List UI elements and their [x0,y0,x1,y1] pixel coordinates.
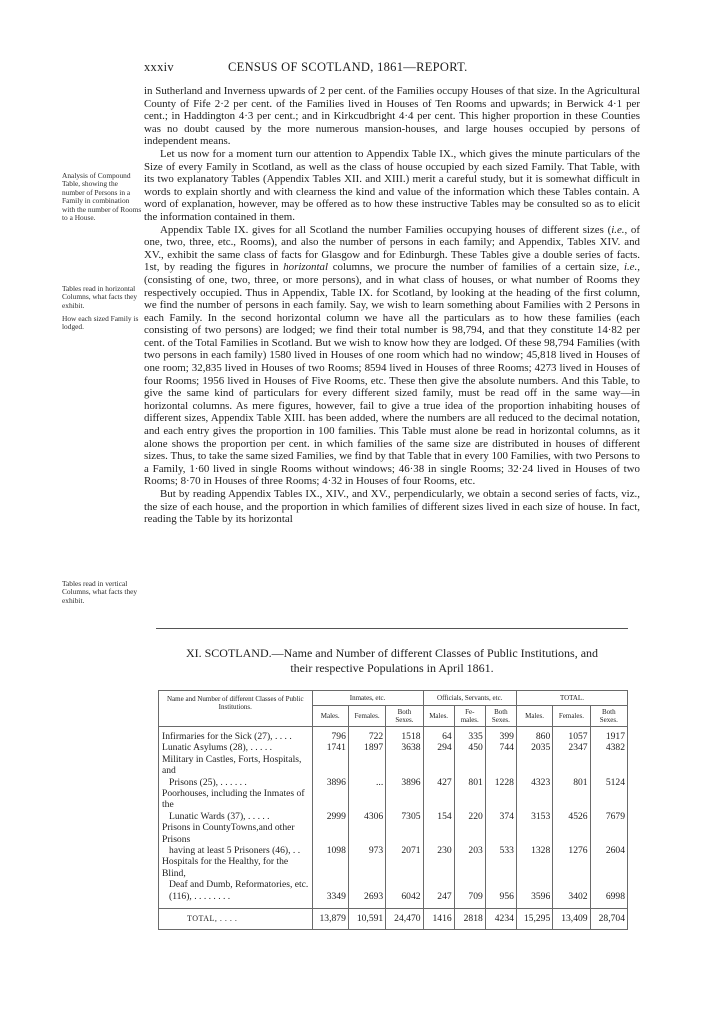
value-cell [454,856,485,879]
value-cell: 722 [348,727,385,743]
value-cell: 1518 [386,727,423,743]
table-caption-line-1: XI. SCOTLAND.—Name and Number of different Classes of Public Institutions, and [185,646,599,660]
subheader: Males. [423,706,454,727]
value-cell [454,879,485,890]
value-cell: 374 [485,811,516,822]
value-cell [485,856,516,879]
value-cell: 2693 [348,891,385,909]
text-run: columns, we procure the number of families of a certain size, [328,261,624,274]
value-cell: ... [348,777,385,788]
table-row [159,879,628,890]
value-cell: 1057 [553,727,590,743]
value-cell [386,822,423,845]
table-caption [144,646,640,676]
value-cell: 709 [454,891,485,909]
table-row [159,845,628,856]
value-cell [386,879,423,890]
value-cell: 220 [454,811,485,822]
value-cell [553,788,590,811]
value-cell [312,822,348,845]
value-cell [553,754,590,777]
group-header-officials: Officials, Servants, etc. [423,691,516,706]
value-cell [423,822,454,845]
value-cell: 796 [312,727,348,743]
value-cell: 956 [485,891,516,909]
value-cell [590,754,627,777]
value-cell: 1228 [485,777,516,788]
total-row [159,909,628,930]
value-cell [485,788,516,811]
value-cell: 973 [348,845,385,856]
report-body [144,85,640,526]
value-cell: 801 [553,777,590,788]
institution-name: Prisons in CountyTowns,and other Prisons [159,822,313,845]
value-cell [386,788,423,811]
value-cell [516,856,552,879]
subheader: Females. [348,706,385,727]
margin-note-family-lodged: How each sized Family is lodged. [62,314,139,332]
subheader: Both Sexes. [590,706,627,727]
institution-name: Infirmaries for the Sick (27), . . . . [159,727,313,743]
table-body [159,727,628,909]
table-row [159,788,628,811]
value-cell: 3896 [386,777,423,788]
subheader: Females. [553,706,590,727]
value-cell: 4526 [553,811,590,822]
value-cell [312,754,348,777]
value-cell: 4382 [590,742,627,753]
value-cell: 64 [423,727,454,743]
italic-run: i.e. [611,223,625,236]
table-row [159,822,628,845]
value-cell: 801 [454,777,485,788]
group-header-total: TOTAL. [516,691,627,706]
table-row [159,891,628,909]
value-cell: 3153 [516,811,552,822]
value-cell [386,856,423,879]
margin-note-analysis: Analysis of Compound Table, showing the number of Persons in a Family in combination with the number of Rooms to a House. [62,171,142,223]
institution-name: Prisons (25), . . . . . . [159,777,313,788]
value-cell [312,879,348,890]
value-cell: 7305 [386,811,423,822]
value-cell: 247 [423,891,454,909]
value-cell: 1328 [516,845,552,856]
value-cell [590,822,627,845]
value-cell: 1897 [348,742,385,753]
value-cell [423,788,454,811]
running-title: CENSUS OF SCOTLAND, 1861—REPORT. [228,60,468,74]
value-cell [312,856,348,879]
value-cell: 744 [485,742,516,753]
value-cell [485,822,516,845]
table-row [159,754,628,777]
value-cell: 1741 [312,742,348,753]
table-caption-line-2: their respective Populations in April 1861. [290,661,494,675]
value-cell: 6998 [590,891,627,909]
text-run: , of one, two, three, etc., Rooms), and also the number of persons in each family; and Appendix, Tables XIV. and XV., exhibit the same class of facts for Glasgow and for Edinburgh. These Tables give a double series of facts. 1st, by reading the figures in [144,223,640,274]
value-cell [485,754,516,777]
value-cell: 533 [485,845,516,856]
value-cell: 860 [516,727,552,743]
value-cell: 154 [423,811,454,822]
paragraph-2: Let us now for a moment turn our attention to Appendix Table IX., which gives the minute particulars of the Size of every Family in Scotland, as well as the class of house occupied by each sized Family. That Table, with its two explanatory Tables (Appendix Tables XII. and XIII.) merit a careful study, but it is somewhat difficult in words to explain shortly and with clearness the kind and value of the information which these Tables contain. A word of explanation, however, may be offered as to how these instructive Tables may be consulted so as to elicit the information contained in them. [144,147,640,223]
institution-name: Lunatic Wards (37), . . . . . [159,811,313,822]
value-cell: 427 [423,777,454,788]
value-cell: 335 [454,727,485,743]
subheader: Males. [516,706,552,727]
value-cell: 2999 [312,811,348,822]
margin-note-horizontal: Tables read in horizontal Columns, what facts they exhibit. [62,284,138,310]
value-cell: 3402 [553,891,590,909]
value-cell: 1098 [312,845,348,856]
value-cell: 450 [454,742,485,753]
value-cell [454,822,485,845]
total-cell: 1416 [423,909,454,930]
value-cell: 3896 [312,777,348,788]
total-cell: 10,591 [348,909,385,930]
value-cell [553,879,590,890]
institution-name: Lunatic Asylums (28), . . . . . [159,742,313,753]
total-cell: 4234 [485,909,516,930]
subheader: Both Sexes. [485,706,516,727]
italic-run: i.e. [623,261,638,274]
value-cell: 3596 [516,891,552,909]
value-cell: 2071 [386,845,423,856]
margin-note-vertical: Tables read in vertical Columns, what facts they exhibit. [62,579,138,605]
table-row [159,811,628,822]
institution-name: Deaf and Dumb, Reformatories, etc. [159,879,313,890]
value-cell [590,856,627,879]
table-row [159,856,628,879]
value-cell [516,788,552,811]
institution-name: (116), . . . . . . . . [159,891,313,909]
text-run: Appendix Table IX. gives for all Scotland the number Families occupying houses of different sizes ( [160,223,612,236]
value-cell: 230 [423,845,454,856]
value-cell: 399 [485,727,516,743]
table-row [159,727,628,743]
text-run: , (consisting of one, two, three, or more persons), and in what class of houses, or what number of Rooms they respectively occupied. Thus in Appendix, Table IX. for Scotland, by looking at the heading of the first column, we find the number of persons in each family. Say, we wish to learn something about Families with 2 Persons in each Family. In the second horizontal column we have all the particulars as to how these families (each consisting of two persons) are lodged; we find their total number is 98,794, and that they constitute 14·82 per cent. of the Total Families in Scotland. But we wish to know how they are lodged. Of these 98,794 Families (with two persons in each family) 1580 lived in Houses of one room which had no window; 45,818 lived in Houses of one room; 32,835 lived in Houses of two Rooms; 8594 lived in Houses of three Rooms; 4273 lived in Houses of four Rooms; 1956 lived in Houses of Five Rooms, etc. These then give the absolute numbers. And this Table, to give the same kind of particulars for every different sized family, must be read off in the same way—in horizontal columns. As mere figures, however, fail to give a true idea of the proportion inhabiting houses of different sizes, Appendix Table XIII. has been added, where the numbers are all reduced to the decimal notation, and each entry gives the proportion in 100 families. This Table must alone be read in horizontal columns, as it alone shows the proportion per cent. in which families of the same size are distributed in houses of different sizes. Thus, to take the same sized Families, we find by that Table that in every 100 Families, with two Persons to a Family, 1·60 lived in single Rooms without windows; 46·38 in single Rooms; 32·24 lived in Houses of two Rooms; 8·70 in Houses of three Rooms; 4·32 in Houses of four Rooms, etc. [144,261,640,488]
value-cell: 1917 [590,727,627,743]
value-cell: 1276 [553,845,590,856]
value-cell [553,856,590,879]
page-header [144,60,640,76]
paragraph-1: in Sutherland and Inverness upwards of 2 per cent. of the Families occupy Houses of that size. In the Agricultural County of Fife 2·2 per cent. of the Families lived in Houses of Ten Rooms and upwards; in Berwick 4·1 per cent.; in Haddington 4·3 per cent.; and in Kirkcudbright 4·4 per cent. This higher proportion in these Counties was no doubt caused by the more numerous mansion-houses, and large houses occupied by persons of independent means. [144,85,640,148]
value-cell [516,822,552,845]
value-cell: 2604 [590,845,627,856]
total-cell: 13,879 [312,909,348,930]
value-cell [516,879,552,890]
value-cell [348,754,385,777]
subheader: Fe-males. [454,706,485,727]
institution-name: Poorhouses, including the Inmates of the [159,788,313,811]
value-cell [454,754,485,777]
total-cell: 13,409 [553,909,590,930]
value-cell [553,822,590,845]
value-cell [348,879,385,890]
value-cell [423,856,454,879]
value-cell [348,856,385,879]
value-cell [312,788,348,811]
value-cell: 4306 [348,811,385,822]
total-cell: 28,704 [590,909,627,930]
subheader: Both Sexes. [386,706,423,727]
table-row [159,777,628,788]
value-cell: 2347 [553,742,590,753]
value-cell [516,754,552,777]
paragraph-3 [144,224,640,488]
value-cell [423,879,454,890]
italic-run: horizontal [283,261,328,274]
value-cell [590,788,627,811]
value-cell: 4323 [516,777,552,788]
total-cell: 15,295 [516,909,552,930]
value-cell [454,788,485,811]
paragraph-4: But by reading Appendix Tables IX., XIV., and XV., perpendicularly, we obtain a second series of facts, viz., the size of each house, and the proportion in which families of different sizes lived in each size of house. In fact, reading the Table by its horizontal [144,488,640,526]
total-cell: 2818 [454,909,485,930]
value-cell [386,754,423,777]
value-cell: 2035 [516,742,552,753]
section-divider [156,628,628,629]
value-cell [348,788,385,811]
value-cell [423,754,454,777]
subheader: Males. [312,706,348,727]
institution-name: having at least 5 Prisoners (46), . . [159,845,313,856]
group-header-inmates: Inmates, etc. [312,691,423,706]
value-cell: 203 [454,845,485,856]
page-number: xxxiv [144,60,174,74]
value-cell: 3638 [386,742,423,753]
institutions-table [158,690,628,930]
value-cell: 5124 [590,777,627,788]
value-cell: 7679 [590,811,627,822]
value-cell [485,879,516,890]
institution-name: Military in Castles, Forts, Hospitals, and [159,754,313,777]
table-row [159,742,628,753]
institution-name: Hospitals for the Healthy, for the Blind, [159,856,313,879]
value-cell: 6042 [386,891,423,909]
value-cell: 3349 [312,891,348,909]
value-cell [348,822,385,845]
name-column-header: Name and Number of different Classes of Public Institutions. [159,691,313,727]
value-cell: 294 [423,742,454,753]
total-label: TOTAL, . . . . [159,909,313,930]
total-cell: 24,470 [386,909,423,930]
value-cell [590,879,627,890]
